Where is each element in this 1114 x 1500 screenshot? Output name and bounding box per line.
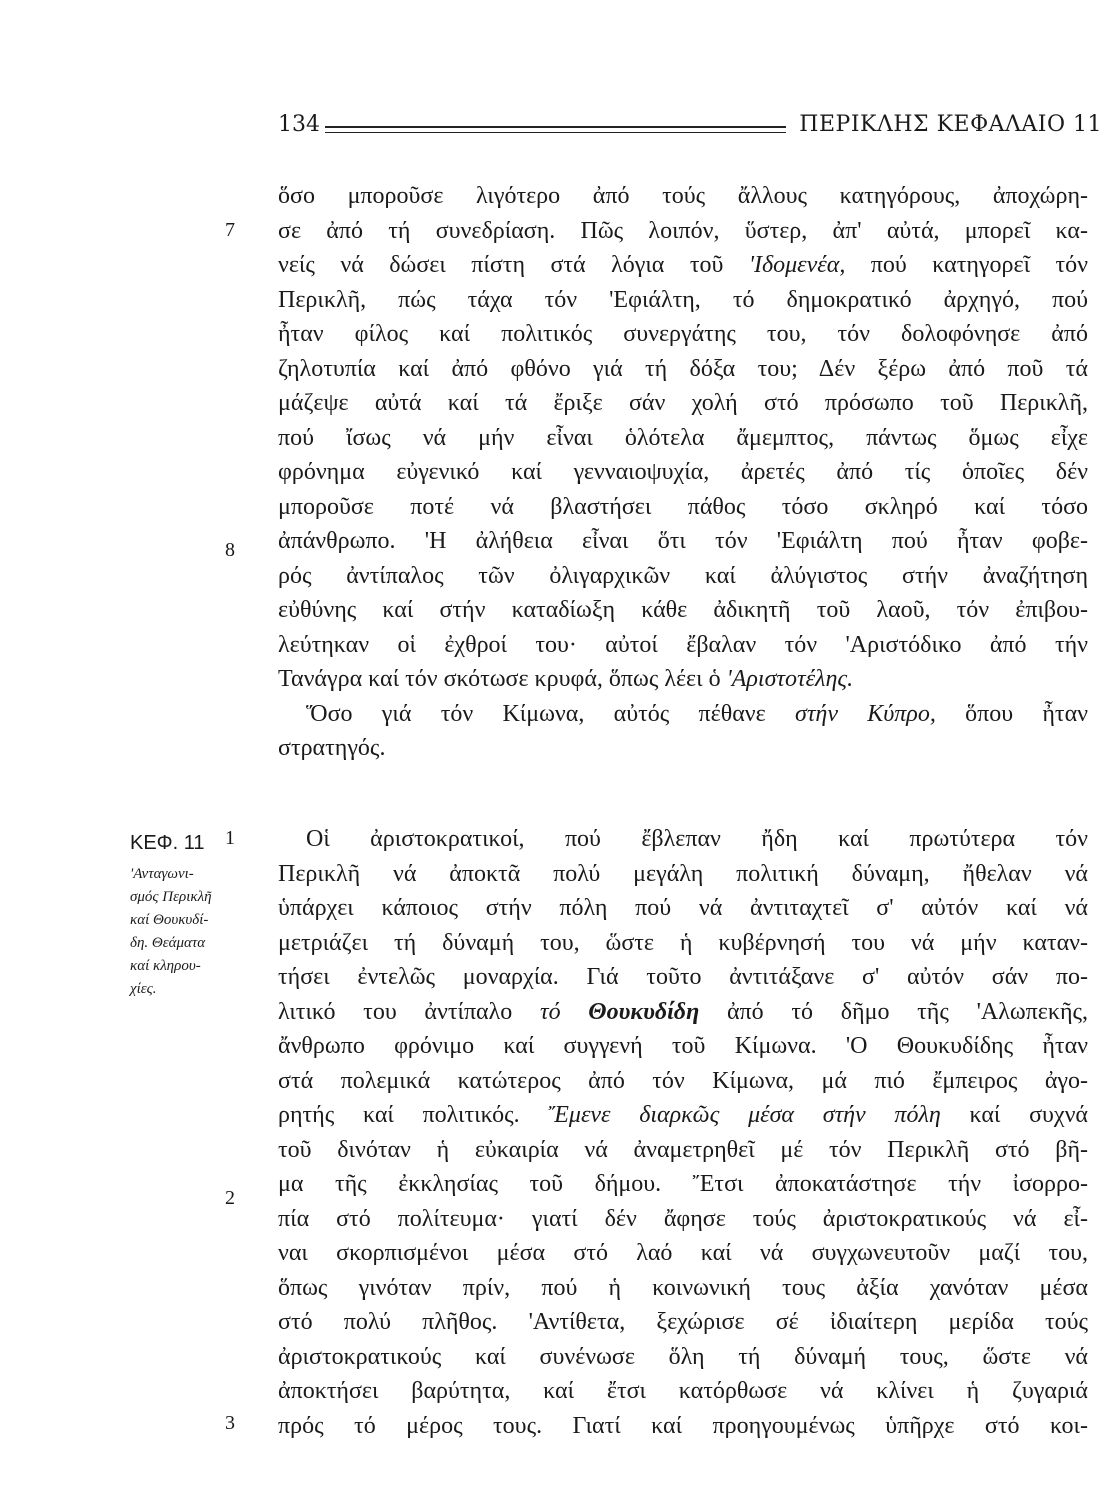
italic-text: 'Αριστοτέλης. (726, 666, 854, 692)
text-span: Τανάγρα καί τόν σκότωσε κρυφά, ὅπως λέει ὁ (278, 666, 727, 692)
margin-chapter-label: ΚΕΦ. 11 (130, 832, 205, 854)
margin-summary-line: χίες. (130, 981, 157, 997)
text-line (278, 697, 1088, 732)
header-rule-thin (325, 132, 786, 133)
text-line: μποροῦσε ποτέ νά βλαστήσει πάθος τόσο σκληρό καί τόσο (278, 493, 1088, 520)
text-span: ἀπό τό δῆμο τῆς 'Αλωπεκῆς, (699, 998, 1089, 1025)
paragraph-number: 1 (225, 827, 235, 849)
margin-summary-line: δη. Θεάματα (130, 935, 206, 951)
text-line: Περικλῆ νά ἀποκτᾶ πολύ μεγάλη πολιτική δύναμη, ἤθελαν νά (278, 860, 1088, 887)
margin-summary-line: καί κληρου- (130, 958, 201, 974)
margin-note (130, 832, 220, 1001)
text-span: πού κατηγορεῖ τόν (845, 252, 1089, 278)
text-line: πού ἴσως νά μήν εἶναι ὁλότελα ἄμεμπτος, πάντως ὅμως εἶχε (278, 424, 1088, 451)
text-line: τήσει ἐντελῶς μοναρχία. Γιά τοῦτο ἀντιτάξανε σ' αὐτόν σάν πο- (278, 964, 1088, 990)
text-line: μετριάζει τή δύναμή του, ὥστε ἡ κυβέρνησή του νά μήν καταν- (278, 929, 1088, 956)
paragraph-number: 7 (225, 219, 235, 241)
text-line: ἄνθρωπο φρόνιμο καί συγγενή τοῦ Κίμωνα. 'Ο Θουκυδίδης ἦταν (278, 1033, 1088, 1059)
text-line: στά πολεμικά κατώτερος ἀπό τόν Κίμωνα, μά πιό ἔμπειρος ἀγο- (278, 1067, 1088, 1094)
text-line: ἦταν φίλος καί πολιτικός συνεργάτης του, τόν δολοφόνησε ἀπό (278, 321, 1088, 347)
text-span: καί συχνά (940, 1102, 1089, 1128)
text-span: ρητής καί πολιτικός. (278, 1102, 549, 1128)
text-line: μάζεψε αὐτά καί τά ἔριξε σάν χολή στό πρόσωπο τοῦ Περικλῆ, (278, 390, 1088, 416)
paragraph-number: 8 (225, 539, 235, 561)
text-line (278, 662, 1088, 697)
text-line: ἀποκτήσει βαρύτητα, καί ἔτσι κατόρθωσε νά κλίνει ἡ ζυγαριά (278, 1378, 1088, 1404)
text-line (278, 248, 1088, 283)
text-line: τοῦ δινόταν ἡ εὐκαιρία νά ἀναμετρηθεῖ μέ τόν Περικλῆ στό βῆ- (278, 1136, 1088, 1163)
italic-text: τό (539, 998, 561, 1025)
text-block-1 (278, 179, 1088, 766)
text-span: ὅπου ἦταν (935, 700, 1089, 727)
margin-summary-line: καί Θουκυδί- (130, 912, 209, 928)
page-number: 134 (278, 112, 320, 137)
text-span: νείς νά δώσει πίστη στά λόγια τοῦ (278, 252, 749, 278)
text-line: σε ἀπό τή συνεδρίαση. Πῶς λοιπόν, ὕστερ, ἀπ' αὐτά, μπορεῖ κα- (278, 217, 1088, 244)
text-line: πία στό πολίτευμα· γιατί δέν ἄφησε τούς ἀριστοκρατικούς νά εἶ- (278, 1205, 1088, 1232)
bold-italic-text: Θουκυδίδη (588, 998, 700, 1025)
text-line: μα τῆς ἐκκλησίας τοῦ δήμου. Ἔτσι ἀποκατάστησε τήν ἰσορρο- (278, 1171, 1088, 1197)
text-line: ὑπάρχει κάποιος στήν πόλη πού νά ἀντιταχτεῖ σ' αὐτόν καί νά (278, 895, 1088, 921)
text-line: ἀπάνθρωπο. 'Η ἀλήθεια εἶναι ὅτι τόν 'Εφιάλτη πού ἦταν φοβε- (278, 528, 1088, 554)
paragraph-number: 3 (225, 1412, 235, 1434)
margin-summary (130, 863, 220, 1001)
text-line (278, 1098, 1088, 1133)
page-header (278, 112, 1102, 144)
text-line: Οἱ ἀριστοκρατικοί, πού ἔβλεπαν ἤδη καί πρωτύτερα τόν (306, 826, 1088, 852)
text-line: στό πολύ πλῆθος. 'Αντίθετα, ξεχώρισε σέ ἰδιαίτερη μερίδα τούς (278, 1309, 1088, 1335)
text-line: πρός τό μέρος τους. Γιατί καί προηγουμένως ὑπῆρχε στό κοι- (278, 1412, 1088, 1439)
margin-summary-line: 'Ανταγωνι- (130, 866, 194, 882)
text-line (278, 995, 1088, 1030)
text-line: ὅπως γινόταν πρίν, πού ἡ κοινωνική τους ἀξία χανόταν μέσα (278, 1274, 1088, 1301)
text-span: Ὅσο γιά τόν Κίμωνα, αὐτός πέθανε (306, 700, 795, 727)
italic-text: στήν Κύπρο, (794, 700, 936, 727)
text-line: ὅσο μποροῦσε λιγότερο ἀπό τούς ἄλλους κατηγόρους, ἀποχώρη- (278, 183, 1088, 209)
text-line: φρόνημα εὐγενικό καί γενναιοψυχία, ἀρετές ἀπό τίς ὁποῖες δέν (278, 459, 1088, 485)
text-span: λιτικό του ἀντίπαλο (278, 998, 540, 1025)
text-line: ρός ἀντίπαλος τῶν ὀλιγαρχικῶν καί ἀλύγιστος στήν ἀναζήτηση (278, 562, 1088, 589)
text-line: ἀριστοκρατικούς καί συνένωσε ὅλη τή δύναμή τους, ὥστε νά (278, 1343, 1088, 1370)
header-rule (325, 126, 786, 128)
paragraph-number: 2 (225, 1187, 235, 1209)
text-line: εὐθύνης καί στήν καταδίωξη κάθε ἀδικητῆ τοῦ λαοῦ, τόν ἐπιβου- (278, 597, 1088, 623)
italic-text: 'Ιδομενέα, (748, 252, 846, 278)
text-line: λεύτηκαν οἱ ἐχθροί του· αὐτοί ἔβαλαν τόν 'Αριστόδικο ἀπό τήν (278, 631, 1088, 658)
italic-text: Ἔμενε διαρκῶς μέσα στήν πόλη (548, 1102, 941, 1128)
text-line: στρατηγός. (278, 735, 386, 761)
text-line: Περικλῆ, πώς τάχα τόν 'Εφιάλτη, τό δημοκρατικό ἀρχηγό, πού (278, 286, 1088, 313)
running-title: ΠΕΡΙΚΛΗΣ ΚΕΦΑΛΑΙΟ 11 (799, 112, 1102, 137)
text-block-2 (278, 822, 1088, 1443)
text-line: ναι σκορπισμένοι μέσα στό λαό καί νά συγχωνευτοῦν μαζί του, (278, 1240, 1088, 1266)
margin-summary-line: σμός Περικλῆ (130, 889, 212, 905)
text-line: ζηλοτυπία καί ἀπό φθόνο γιά τή δόξα του; Δέν ξέρω ἀπό ποῦ τά (278, 355, 1088, 382)
